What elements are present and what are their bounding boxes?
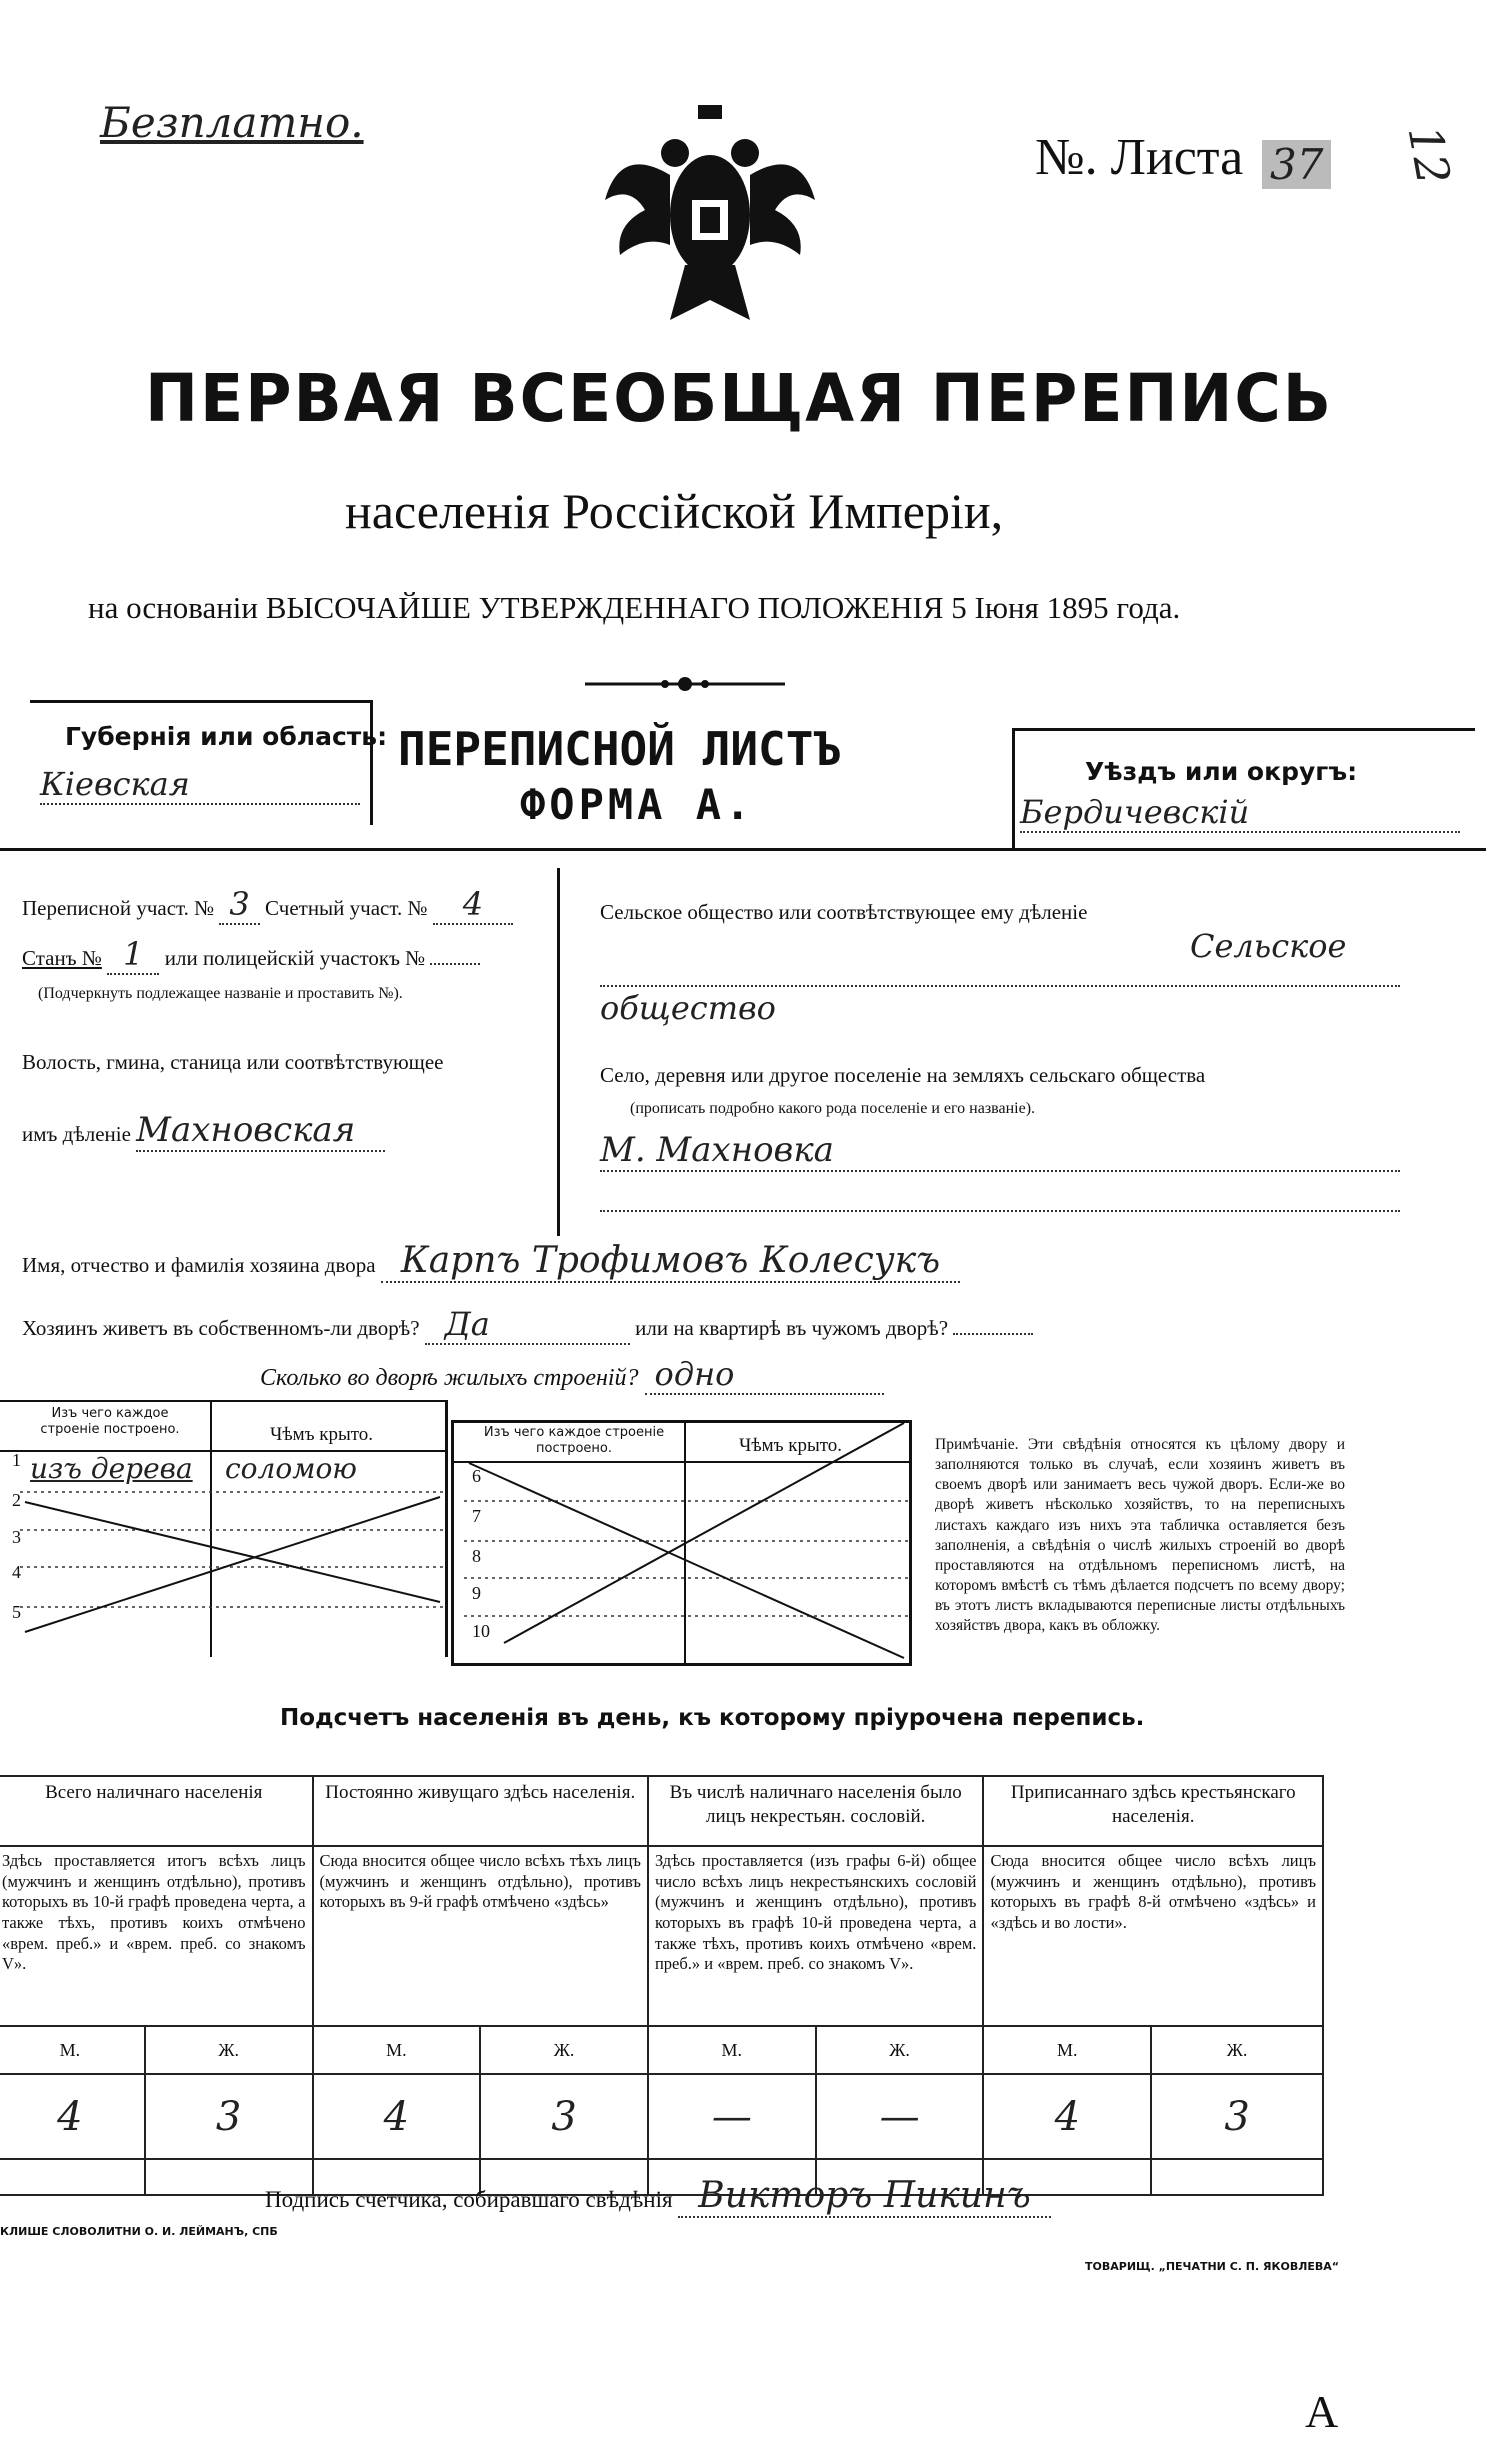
census-title: ПЕРВАЯ ВСЕОБЩАЯ ПЕРЕПИСЬ (145, 360, 1333, 437)
row1-roof: соломою (225, 1452, 357, 1485)
village-line-2 (600, 1210, 1400, 1212)
corner-letter: А (1305, 2386, 1339, 2437)
stan-label: Станъ № (22, 946, 102, 970)
material-header: Изъ чего каждое строеніе построено. (40, 1406, 180, 1437)
g1-f-label: Ж. (145, 2026, 313, 2074)
signature-row (265, 2175, 1051, 2216)
buildings-row (260, 1355, 884, 1393)
row-num-3: 3 (12, 1527, 21, 1547)
uezd-label: Уѣздъ или округъ: (1085, 757, 1358, 786)
own-yard-row (22, 1305, 1033, 1343)
group3-desc: Здѣсь проставляется (изъ графы 6-й) общее число всѣхъ лицъ некрестьянскихъ сословій (мужчинъ и женщинъ отдѣльно), противъ которыхъ въ графѣ 10-й проведена черта, а также тѣхъ, противъ коихъ отмѣчено «врем. преб.» и «врем. преб. со знакомъ V». (648, 1846, 984, 2026)
guberniya-box (30, 700, 373, 825)
g4-m-label: М. (983, 2026, 1151, 2074)
village-note: (прописать подробно какого рода поселеніе и его названіе). (630, 1100, 1036, 1117)
group1-head: Всего наличнаго населенія (0, 1776, 313, 1846)
underline-note: (Подчеркнуть подлежащее названіе и проставить №). (38, 985, 403, 1002)
buildings-table-left (0, 1400, 448, 1657)
ornament-divider (585, 672, 785, 696)
sheet-number-label: №. Листа (1035, 129, 1244, 186)
signature-label: Подпись счетчика, собиравшаго свѣдѣнія (265, 2187, 673, 2212)
group4-desc: Сюда вносится общее число всѣхъ лицъ (мужчинъ и женщинъ отдѣльно), противъ которыхъ въ графѣ 8-й отмѣчено «здѣсь» и «здѣсь и во лости». (983, 1846, 1323, 2026)
owner-name-row (22, 1240, 1452, 1281)
census-district-row (22, 885, 513, 923)
own-yard-value: Да (425, 1305, 630, 1345)
buildings-table-right (451, 1420, 912, 1666)
society-label: Сельское общество или соотвѣтствующее ему дѣленіе (600, 900, 1088, 924)
count-district-value: 4 (433, 885, 513, 925)
group2-head: Постоянно живущаго здѣсь населенія. (313, 1776, 648, 1846)
group2-desc: Сюда вносится общее число всѣхъ тѣхъ лицъ (мужчинъ и женщинъ отдѣльно), противъ которыхъ въ 9-й графѣ отмѣчено «здѣсь» (313, 1846, 648, 2026)
print-credit-left: КЛИШЕ СЛОВОЛИТНИ О. И. ЛЕЙМАНЪ, СПБ (0, 2225, 278, 2238)
census-district-label: Переписной участ. № (22, 896, 215, 920)
sheet-number-value: 37 (1262, 140, 1331, 189)
volost-row (22, 1110, 385, 1150)
double-headed-eagle-emblem (600, 105, 820, 330)
volost-label: Волость, гмина, станица или соотвѣтствующее (22, 1050, 444, 1074)
buildings-value: одно (645, 1355, 885, 1395)
form-title: ПЕРЕПИСНОЙ ЛИСТЪ (398, 722, 842, 776)
roof-header-right: Чѣмъ крыто. (739, 1435, 843, 1456)
g3-m-label: М. (648, 2026, 816, 2074)
g4-f-label: Ж. (1151, 2026, 1323, 2074)
g1-f-value: 3 (145, 2074, 313, 2159)
form-name: ФОРМА А. (520, 780, 755, 829)
signature-value: Викторъ Пикинъ (678, 2175, 1050, 2218)
column-divider (557, 868, 560, 1236)
volost-value: Махновская (136, 1110, 385, 1152)
row-num-8: 8 (472, 1546, 481, 1566)
row-num-4: 4 (12, 1562, 21, 1582)
print-credit-right: ТОВАРИЩ. „ПЕЧАТНИ С. П. ЯКОВЛЕВА“ (1085, 2260, 1339, 2273)
owner-name-label: Имя, отчество и фамилія хозяина двора (22, 1253, 376, 1277)
group3-head: Въ числѣ наличнаго населенія было лицъ некрестьян. сословій. (648, 1776, 984, 1846)
group1-desc: Здѣсь проставляется итогъ всѣхъ лицъ (мужчинъ и женщинъ отдѣльно), противъ которыхъ въ 10-й графѣ проведена черта, а также тѣхъ, противъ коихъ отмѣчено «врем. преб.» и «врем. преб. со знакомъ V». (0, 1846, 313, 2026)
g3-m-value: — (648, 2074, 816, 2159)
stan-row (22, 935, 480, 973)
owner-name-value: Карпъ Трофимовъ Колесукъ (381, 1240, 960, 1283)
society-value: Сельское общество (600, 927, 1347, 1027)
row-num-6: 6 (472, 1466, 481, 1486)
guberniya-label: Губернія или область: (65, 722, 388, 751)
row-num-5: 5 (12, 1602, 21, 1622)
free-label: Безплатно. (100, 98, 364, 147)
population-table (0, 1775, 1324, 2196)
g4-f-value: 3 (1151, 2074, 1323, 2159)
rented-yard-value (953, 1333, 1033, 1335)
g2-f-value: 3 (480, 2074, 648, 2159)
row-num-9: 9 (472, 1583, 481, 1603)
guberniya-value: Кіевская (40, 765, 360, 805)
village-label: Село, деревня или другое поселеніе на земляхъ сельскаго общества (600, 1063, 1206, 1087)
society-line (600, 985, 1400, 987)
village-value: М. Махновка (600, 1130, 1400, 1172)
uezd-value: Бердичевскій (1020, 793, 1460, 833)
census-district-value: 3 (219, 885, 259, 925)
count-district-label: Счетный участ. № (265, 896, 428, 920)
volost-label-2: имъ дѣленіе (22, 1122, 131, 1146)
g1-m-value: 4 (0, 2074, 145, 2159)
g2-f-label: Ж. (480, 2026, 648, 2074)
g3-f-value: — (816, 2074, 984, 2159)
police-district-value (430, 963, 480, 965)
corner-mark: 12 (1397, 121, 1461, 189)
roof-header: Чѣмъ крыто. (270, 1424, 374, 1445)
police-district-label: или полицейскій участокъ № (164, 946, 426, 970)
g1-m-label: М. (0, 2026, 145, 2074)
buildings-note: Примѣчаніе. Эти свѣдѣнія относятся къ цѣлому двору и заполняются только въ случаѣ, если хозяинъ живетъ въ своемъ дворѣ или занимаетъ весь чужой дворъ. Если-же во дворѣ живетъ нѣсколько хозяйствъ, то на переписныхъ листахъ каждаго изъ нихъ эта табличка оставляется безъ заполненія, а свѣдѣнія о числѣ жилыхъ строеній во дворѣ проставляются на отдѣльномъ переписномъ листѣ, на которомъ вмѣстѣ съ тѣмъ дѣлается подсчетъ по всему двору; въ этотъ листъ вкладываются переписные листы отдѣльныхъ хозяйствъ двора, какъ въ обложку. (935, 1436, 1345, 1635)
group4-head: Приписаннаго здѣсь крестьянскаго населенія. (983, 1776, 1323, 1846)
rented-yard-label: или на квартирѣ въ чужомъ дворѣ? (635, 1316, 949, 1340)
g4-m-value: 4 (983, 2074, 1151, 2159)
g2-m-label: М. (313, 2026, 481, 2074)
row-num-1: 1 (12, 1450, 21, 1470)
g3-f-label: Ж. (816, 2026, 984, 2074)
own-yard-label: Хозяинъ живетъ въ собственномъ-ли дворѣ? (22, 1316, 420, 1340)
stan-value: 1 (107, 935, 159, 975)
material-header-right: Изъ чего каждое строеніе построено. (483, 1425, 665, 1456)
row-num-2: 2 (12, 1490, 21, 1510)
row-num-10: 10 (472, 1621, 490, 1641)
population-title: Подсчетъ населенія въ день, къ которому пріурочена перепись. (280, 1705, 1145, 1731)
census-basis: на основаніи ВЫСОЧАЙШЕ УТВЕРЖДЕННАГО ПОЛОЖЕНІЯ 5 Іюня 1895 года. (88, 590, 1181, 625)
header-rule (0, 848, 1486, 851)
row-num-7: 7 (472, 1506, 481, 1526)
g2-m-value: 4 (313, 2074, 481, 2159)
census-subtitle: населенія Россійской Имперіи, (345, 483, 1004, 539)
row1-material: изъ дерева (30, 1452, 193, 1485)
buildings-label: Сколько во дворѣ жилыхъ строеній? (260, 1365, 639, 1391)
